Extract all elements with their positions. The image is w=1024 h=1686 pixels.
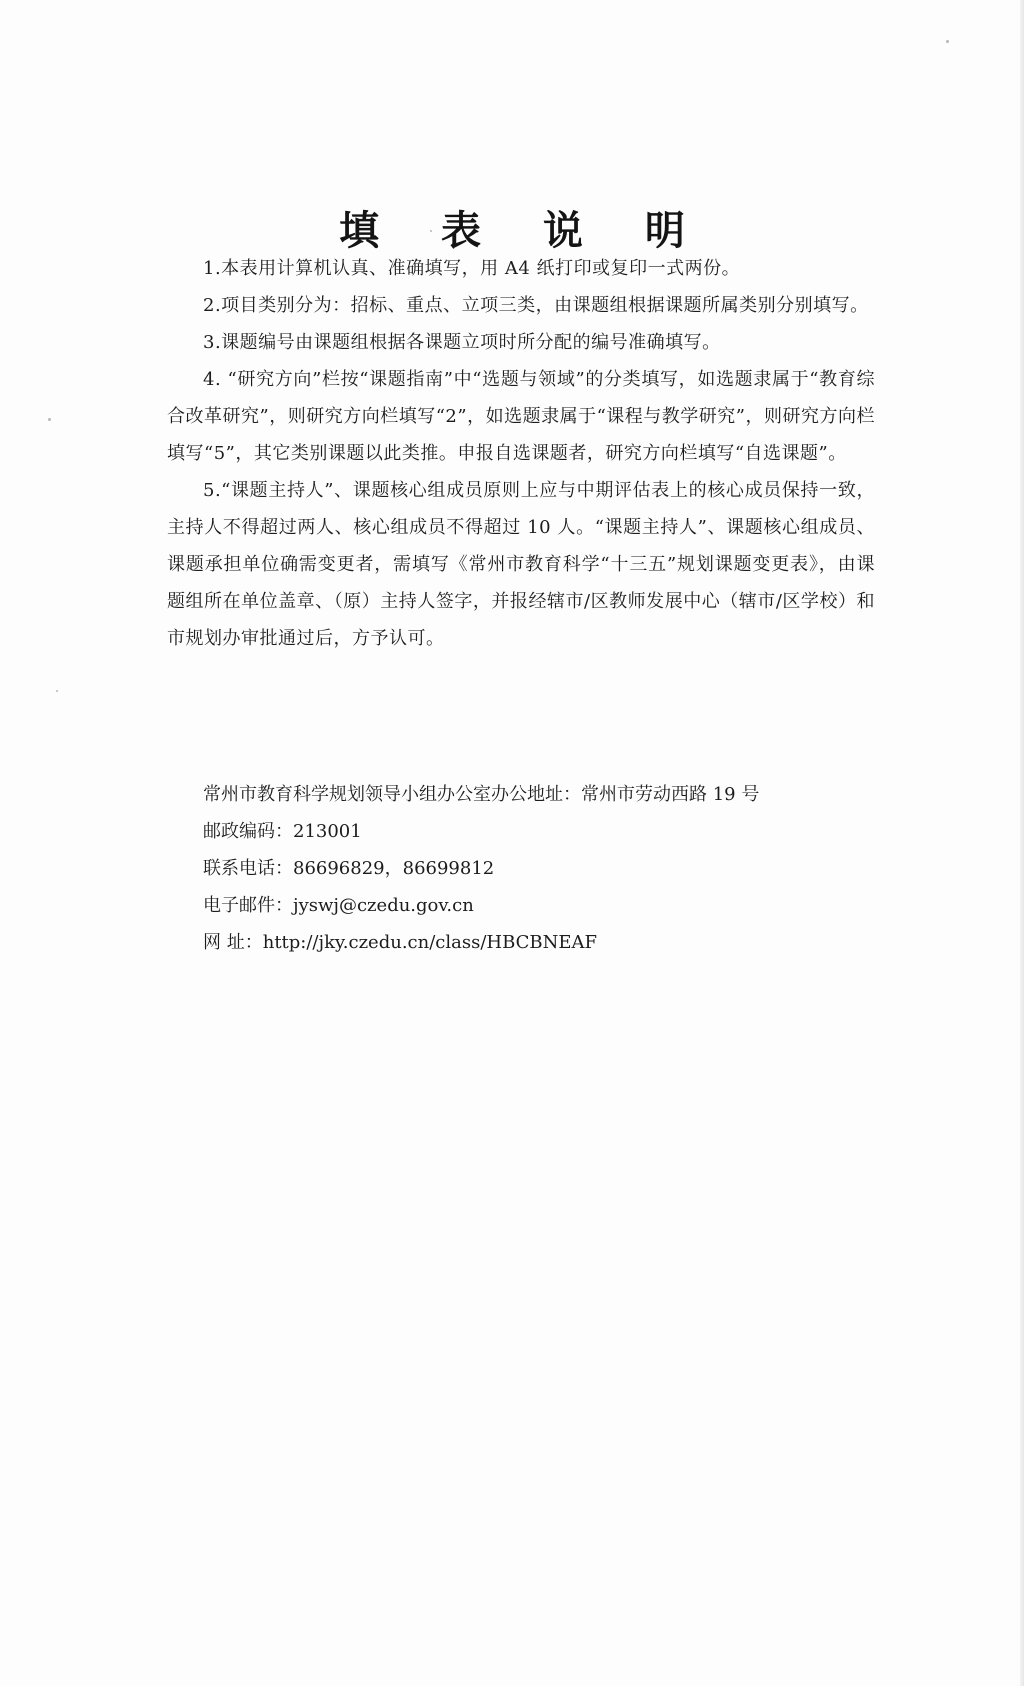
contact-phone: 联系电话：86696829，86699812 xyxy=(203,858,495,879)
instruction-item-1: 1.本表用计算机认真、准确填写，用 A4 纸打印或复印一式两份。 xyxy=(203,258,741,279)
instruction-item-3: 3.课题编号由课题组根据各课题立项时所分配的编号准确填写。 xyxy=(203,332,721,353)
scan-speck xyxy=(946,40,949,43)
scan-speck xyxy=(56,690,58,692)
contact-email: 电子邮件：jyswj@czedu.gov.cn xyxy=(203,895,474,916)
page-title: 填 表 说 明 xyxy=(339,207,709,254)
instruction-item-2: 2.项目类别分为：招标、重点、立项三类，由课题组根据课题所属类别分别填写。 xyxy=(203,295,869,316)
instructions-section xyxy=(167,250,875,657)
contact-postcode: 邮政编码：213001 xyxy=(203,821,362,842)
contact-section xyxy=(203,776,843,961)
contact-website: 网 址：http://jky.czedu.cn/class/HBCBNEAF xyxy=(203,932,598,953)
contact-address: 常州市教育科学规划领导小组办公室办公地址：常州市劳动西路 19 号 xyxy=(203,784,760,805)
instruction-item-4: 4. “研究方向”栏按“课题指南”中“选题与领域”的分类填写，如选题隶属于“教育综合改革研究”，则研究方向栏填写“2”，如选题隶属于“课程与教学研究”，则研究方向栏填写“5”，其它类别课题以此类推。申报自选课题者，研究方向栏填写“自选课题”。 xyxy=(167,369,875,464)
instruction-item-5: 5.“课题主持人”、课题核心组成员原则上应与中期评估表上的核心成员保持一致，主持人不得超过两人、核心组成员不得超过 10 人。“课题主持人”、课题核心组成员、课题承担单位确需变更者，需填写《常州市教育科学“十三五”规划课题变更表》，由课题组所在单位盖章、（原）主持人签字，并报经辖市/区教师发展中心（辖市/区学校）和市规划办审批通过后，方予认可。 xyxy=(167,480,875,649)
scan-speck xyxy=(48,418,51,421)
